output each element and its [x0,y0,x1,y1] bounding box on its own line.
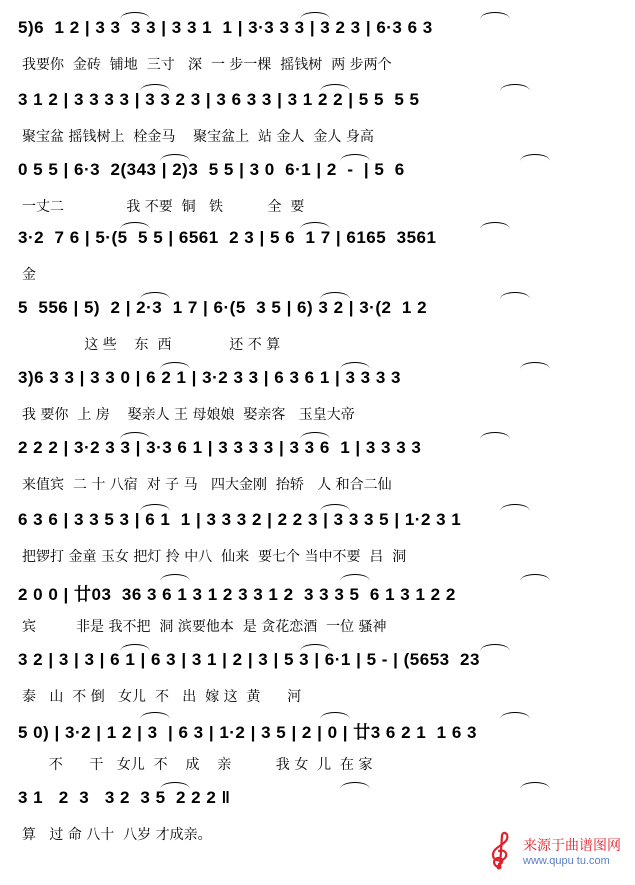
note-line: 5 556 | 5) 2 | 2·3 1 7 | 6·(5 3 5 | 6) 3 2 | 3·(2 1 2 [18,298,428,317]
slur-mark [340,782,370,789]
note-line: 3)6 3 3 | 3 3 0 | 6 2 1 | 3·2 3 3 | 6 3 6 1 | 3 3 3 3 [18,368,401,387]
slur-mark [480,12,510,19]
slur-mark [500,292,530,299]
lyric-line: 来值宾 二 十 八宿 对 子 马 四大金刚 抬轿 人 和合二仙 [22,477,392,493]
lyric-line: 这 些 东 西 还 不 算 [22,337,281,353]
slur-mark [160,154,190,161]
slur-mark [120,222,150,229]
slur-mark [300,12,330,19]
note-line: 5 0) | 3·2 | 1 2 | 3 | 6 3 | 1·2 | 3 5 | 2 | 0 | 廿3 6 2 1 1 6 3 [18,723,477,742]
slur-mark [120,432,150,439]
slur-mark [320,292,350,299]
note-line: 5)6 1 2 | 3 3 3 3 | 3 3 1 1 | 3·3 3 3 | 3 2 3 | 6·3 6 3 [18,18,433,37]
slur-mark [140,292,170,299]
slur-mark [320,712,350,719]
slur-mark [500,712,530,719]
treble-clef-icon [483,831,517,871]
lyric-line: 我要你 金砖 铺地 三寸 深 一 步一棵 摇钱树 两 步两个 [22,57,392,73]
slur-mark [140,712,170,719]
slur-mark [520,574,550,581]
lyric-line: 泰 山 不 倒 女儿 不 出 嫁 这 黄 河 [22,689,302,705]
watermark [483,831,621,871]
slur-mark [320,84,350,91]
slur-mark [500,84,530,91]
slur-mark [480,644,510,651]
watermark-title: 来源于曲谱图网 [523,838,621,854]
slur-mark [120,12,150,19]
lyric-line: 我 要你 上 房 娶亲人 王 母娘娘 娶亲客 玉皇大帝 [22,407,355,423]
lyric-line: 把锣打 金童 玉女 把灯 拎 中八 仙来 要七个 当中不要 吕 洞 [22,549,407,565]
slur-mark [120,644,150,651]
note-line: 0 5 5 | 6·3 2(343 | 2)3 5 5 | 3 0 6·1 | 2 - | 5 6 [18,160,405,179]
lyric-line: 金 [22,267,36,283]
note-line: 3 1 2 | 3 3 3 3 | 3 3 2 3 | 3 6 3 3 | 3 1 2 2 | 5 5 5 5 [18,90,420,109]
slur-mark [160,782,190,789]
slur-mark [160,362,190,369]
slur-mark [520,154,550,161]
slur-mark [300,432,330,439]
slur-mark [340,574,370,581]
slur-mark [520,362,550,369]
note-line: 2 0 0 | 廿03 36 3 6 1 3 1 2 3 3 1 2 3 3 3 5 6 1 3 1 2 2 [18,585,456,604]
lyric-line: 宾 非是 我不把 洞 滨要他本 是 贪花恋酒 一位 骚神 [22,619,387,635]
lyric-line: 不 干 女儿 不 成 亲 我 女 儿 在 家 [22,757,373,773]
slur-mark [300,222,330,229]
note-line: 2 2 2 | 3·2 3 3 | 3·3 6 1 | 3 3 3 3 | 3 3 6 1 | 3 3 3 3 [18,438,422,457]
watermark-url: www.qupu tu.com [523,855,610,867]
lyric-line: 算 过 命 八十 八岁 才成亲。 [22,827,212,843]
note-line: 3·2 7 6 | 5·(5 5 5 | 6561 2 3 | 5 6 1 7 | 6165 3561 [18,228,437,247]
note-line: 6 3 6 | 3 3 5 3 | 6 1 1 | 3 3 3 2 | 2 2 3 | 3 3 3 5 | 1·2 3 1 [18,510,462,529]
slur-mark [500,504,530,511]
slur-mark [480,432,510,439]
slur-mark [140,84,170,91]
slur-mark [160,574,190,581]
slur-mark [340,362,370,369]
slur-mark [520,782,550,789]
slur-mark [140,504,170,511]
lyric-line: 聚宝盆 摇钱树上 栓金马 聚宝盆上 站 金人 金人 身高 [22,129,374,145]
slur-mark [480,222,510,229]
slur-mark [300,644,330,651]
slur-mark [340,154,370,161]
note-line: 3 1 2 3 3 2 3 5 2 2 2 ‖ [18,788,231,807]
lyric-line: 一丈二 我 不要 铜 铁 全 要 [22,199,305,215]
slur-mark [320,504,350,511]
note-line: 3 2 | 3 | 3 | 6 1 | 6 3 | 3 1 | 2 | 3 | 5 3 | 6·1 | 5 - | (5653 23 [18,650,480,669]
